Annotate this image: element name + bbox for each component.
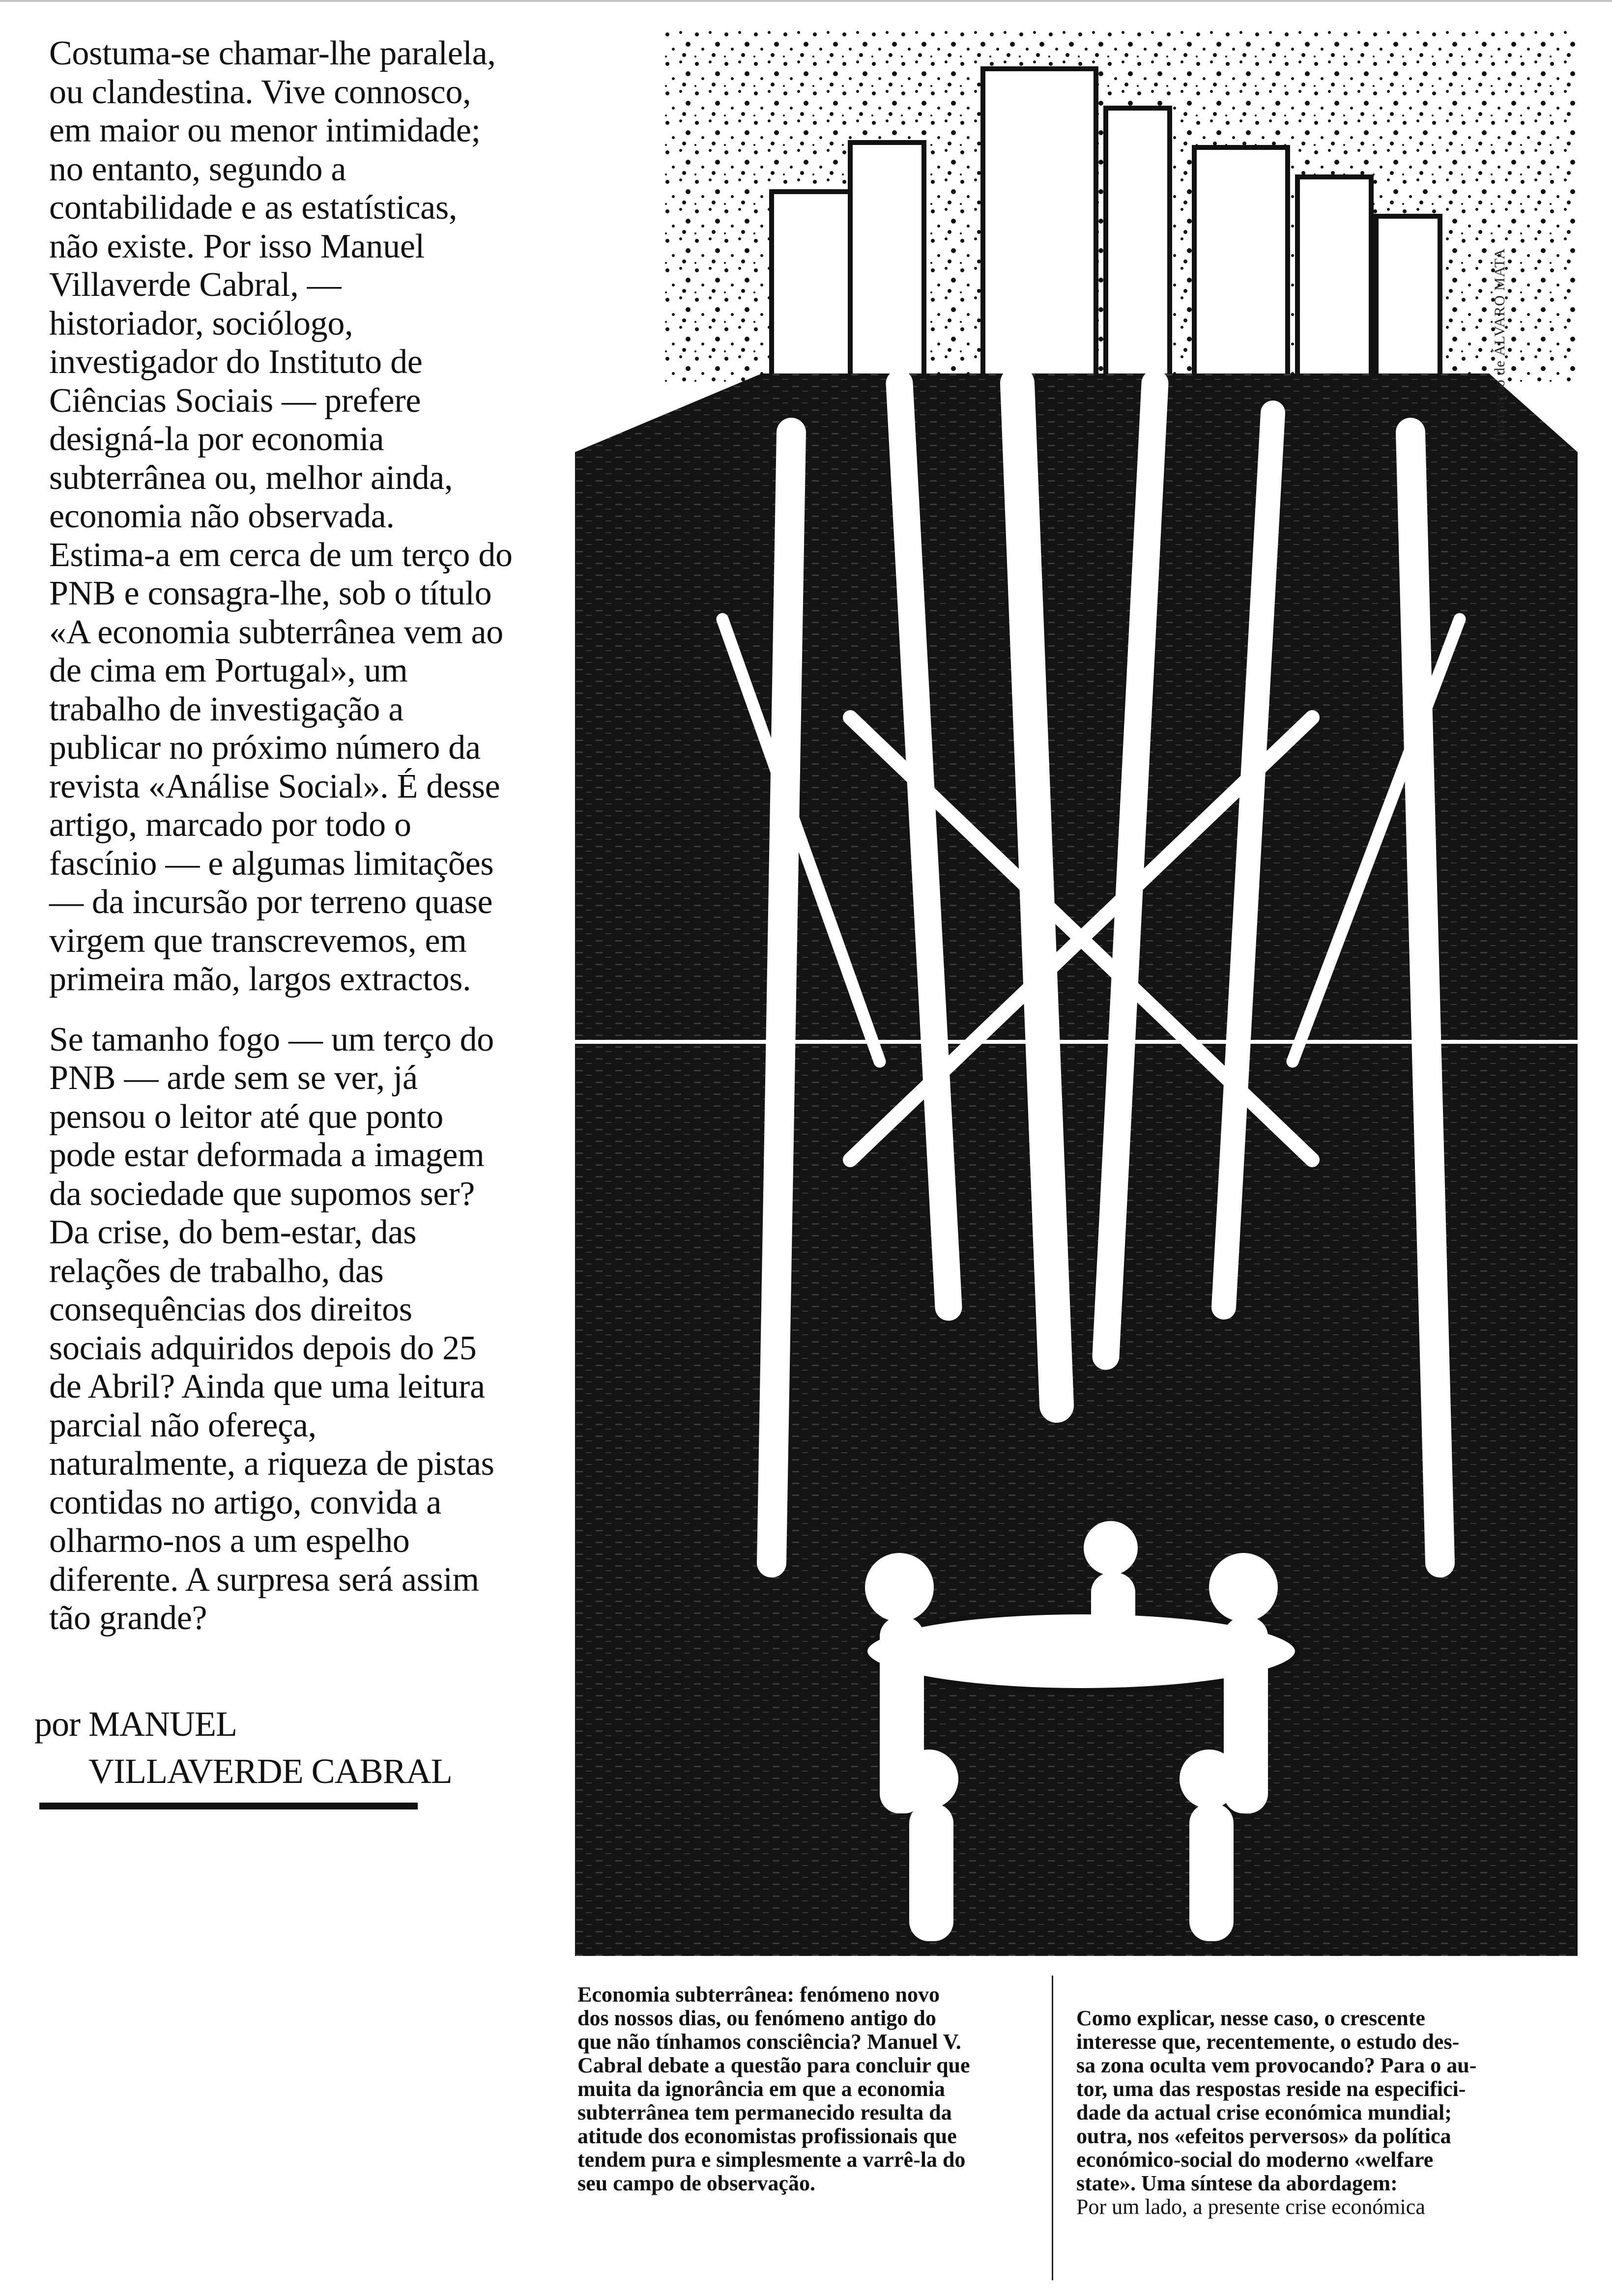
byline-author: VILLAVERDE CABRAL (88, 1751, 452, 1791)
top-rule (0, 0, 1612, 2)
byline (34, 1700, 452, 1795)
intro-text (49, 34, 555, 1660)
caption-left: Economia subterrânea: fenómeno novo dos nossos dias, ou fenómeno antigo do que não tínhamos consciência? Manuel V. Cabral debate a questão para concluir que muita da ignorância em que a economia subterrânea tem permanecido resulta da atitude dos economistas profissionais que tendem pura e simplesmente a varrê-la do seu campo de observação. (577, 1982, 970, 2195)
woodcut-illustration (575, 29, 1578, 1966)
body-continuation: Por um lado, a presente crise económica (1076, 2195, 1425, 2219)
caption-right (1076, 1983, 1558, 2242)
byline-rule (39, 1803, 418, 1809)
intro-paragraph-1: Costuma-se chamar-lhe paralela, ou clandestina. Vive connosco, em maior ou menor intimidade; no entanto, segundo a contabilidade e as estatísticas, não existe. Por isso Manuel Villaverde Cabral, — historiador, sociólogo, investigador do Instituto de Ciências Sociais — prefere designá-la por economia subterrânea ou, melhor ainda, economia não observada. Estima-a em cerca de um terço do PNB e consagra-lhe, sob o título «A economia subterrânea vem ao de cima em Portugal», um trabalho de investigação a publicar no próximo número da revista «Análise Social». É desse artigo, marcado por todo o fascínio — e algumas limitações — da incursão por terreno quase virgem que transcrevemos, em primeira mão, largos extractos. (49, 34, 513, 998)
illustration-credit: Ilustração de ÁLVARO MATA (1492, 248, 1508, 442)
intro-paragraph-2: Se tamanho fogo — um terço do PNB — arde sem se ver, já pensou o leitor até que ponto pode estar deformada a imagem da sociedade que supomos ser? Da crise, do bem-estar, das relações de trabalho, das consequências dos direitos sociais adquiridos depois do 25 de Abril? Ainda que uma leitura parcial não ofereça, naturalmente, a riqueza de pistas contidas no artigo, convida a olharmo-nos a um espelho diferente. A surpresa será assim tão grande? (49, 1020, 494, 1637)
byline-line-1: por MANUEL (34, 1704, 237, 1744)
caption-right-text: Como explicar, nesse caso, o crescente interesse que, recentemente, o estudo des- sa zona oculta vem provocando? Para o au- tor, uma das respostas reside na especifici- dade da actual crise económica mundial; outra, nos «efeitos perversos» da política económico-social do moderno «welfare state». Uma síntese da abordagem: (1076, 2006, 1477, 2195)
column-rule (1052, 1976, 1053, 2280)
